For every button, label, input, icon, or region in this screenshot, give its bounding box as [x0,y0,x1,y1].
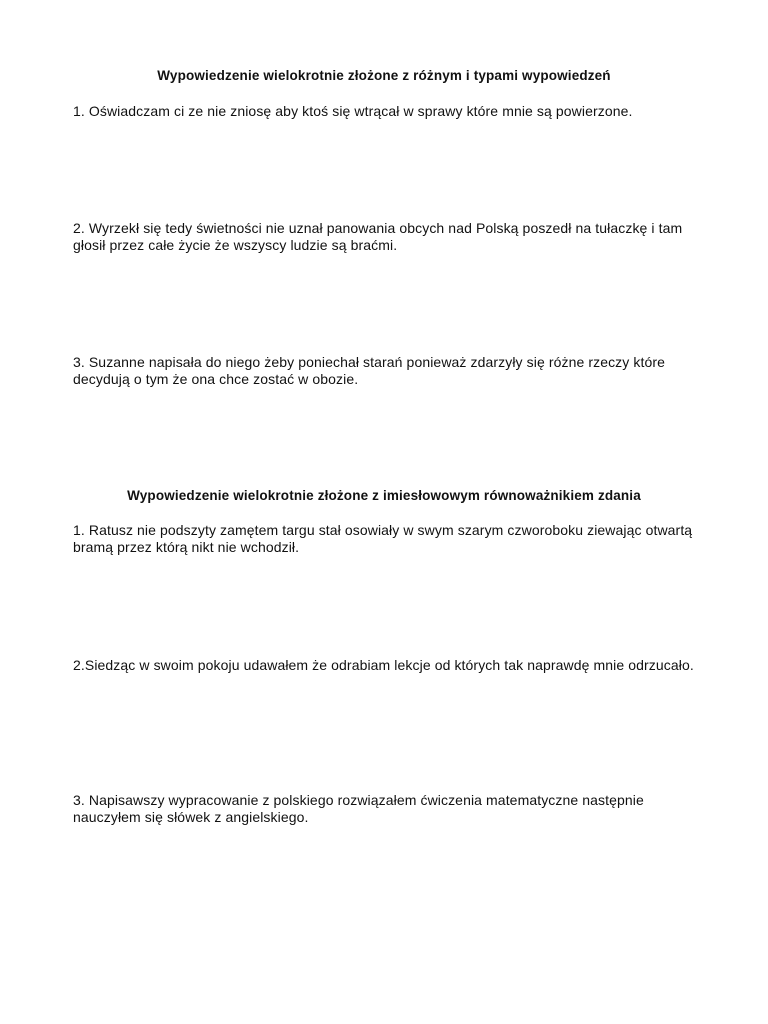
sentence-2-1: 1. Ratusz nie podszyty zamętem targu stał osowiały w swym szarym czworoboku ziewając otwartą bramą przez którą nikt nie wchodził. [73,522,693,555]
sentence-2-3: 3. Napisawszy wypracowanie z polskiego rozwiązałem ćwiczenia matematyczne następnie nauczyłem się słówek z angielskiego. [73,792,644,825]
section-heading-2: Wypowiedzenie wielokrotnie złożone z imiesłowowym równoważnikiem zdania [127,488,641,503]
sentence-2-2: 2.Siedząc w swoim pokoju udawałem że odrabiam lekcje od których tak naprawdę mnie odrzucało. [73,657,694,673]
sentence-1-2: 2. Wyrzekł się tedy świetności nie uznał panowania obcych nad Polską poszedł na tułaczkę i tam głosił przez całe życie że wszyscy ludzie są braćmi. [73,220,683,253]
sentence-1-3: 3. Suzanne napisała do niego żeby poniechał starań ponieważ zdarzyły się różne rzeczy które decydują o tym że ona chce zostać w obozie. [73,354,665,387]
sentence-1-1: 1. Oświadczam ci ze nie zniosę aby ktoś się wtrącał w sprawy które mnie są powierzone. [73,103,633,119]
section-heading-1: Wypowiedzenie wielokrotnie złożone z różnym i typami wypowiedzeń [157,68,611,83]
